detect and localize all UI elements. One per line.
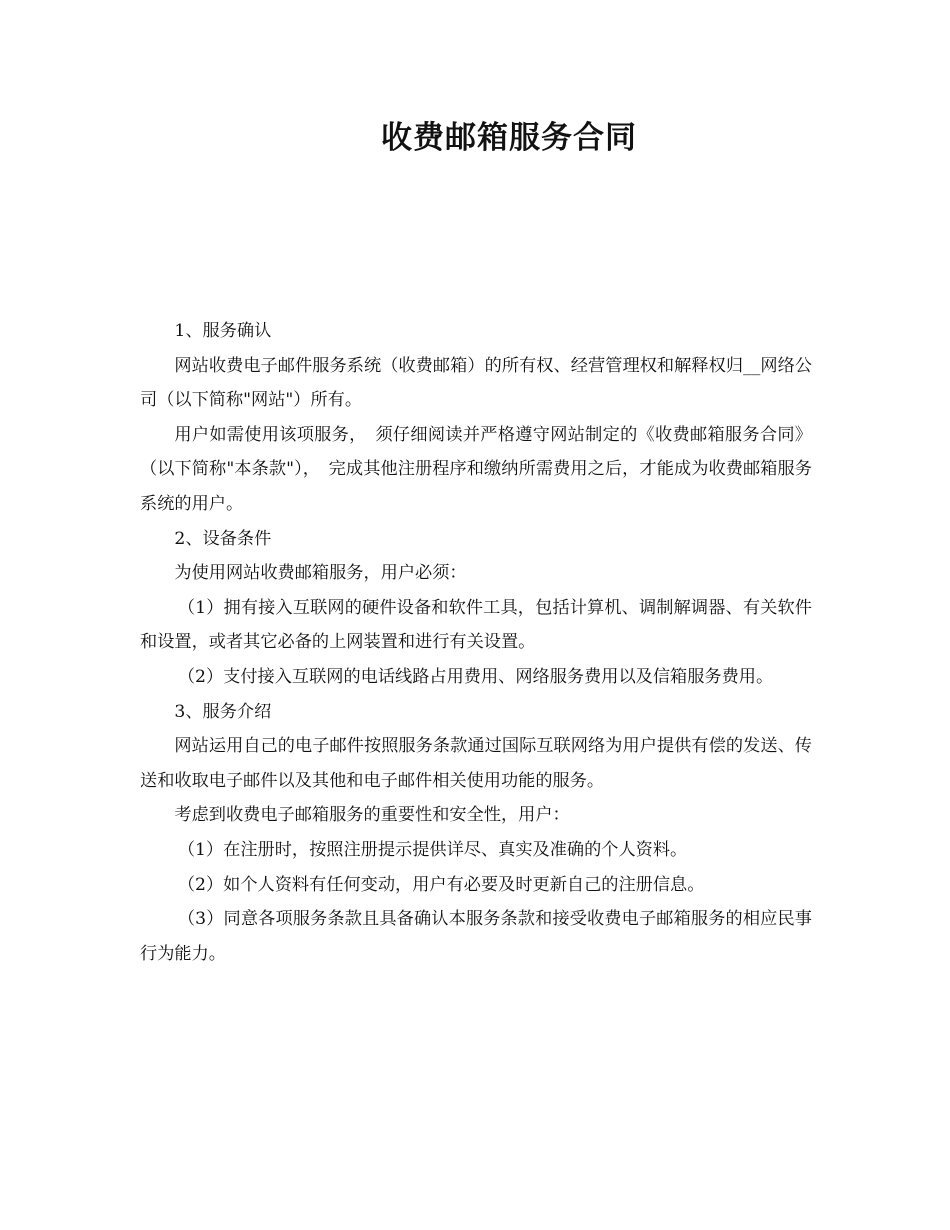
section-heading-service-confirmation: 1、服务确认 xyxy=(174,321,272,341)
list-item-equipment-1: （1）拥有接入互联网的硬件设备和软件工具，包括计算机、调制解调器、有关软件和设置，或者其它必备的上网装置和进行有关设置。 xyxy=(140,597,812,653)
paragraph-user-requirement: 用户如需使用该项服务， 须仔细阅读并严格遵守网站制定的《收费邮箱服务合同》（以下简称"本条款"）， 完成其他注册程序和缴纳所需费用之后，才能成为收费邮箱服务系统的用户。 xyxy=(140,424,812,514)
section-heading-equipment: 2、设备条件 xyxy=(174,528,272,549)
paragraph-equipment-intro: 为使用网站收费邮箱服务，用户必须： xyxy=(174,563,467,584)
section-heading-service-intro: 3、服务介绍 xyxy=(174,701,272,722)
paragraph-service-description: 网站运用自己的电子邮件按照服务条款通过国际互联网络为用户提供有偿的发送、传送和收取电子邮件以及其他和电子邮件相关使用功能的服务。 xyxy=(140,736,812,791)
list-item-user-2: （2）如个人资料有任何变动，用户有必要及时更新自己的注册信息。 xyxy=(177,874,705,895)
list-item-user-1: （1）在注册时，按照注册提示提供详尽、真实及准确的个人资料。 xyxy=(177,839,688,860)
document-body xyxy=(140,314,812,971)
list-item-user-3: （3）同意各项服务条款且具备确认本服务条款和接受收费电子邮箱服务的相应民事行为能力。 xyxy=(140,909,812,964)
paragraph-security-intro: 考虑到收费电子邮箱服务的重要性和安全性，用户： xyxy=(174,805,570,826)
document-title: 收费邮箱服务合同 xyxy=(381,120,637,156)
list-item-equipment-2: （2）支付接入互联网的电话线路占用费用、网络服务费用以及信箱服务费用。 xyxy=(177,666,774,687)
paragraph-ownership: 网站收费电子邮件服务系统（收费邮箱）的所有权、经营管理权和解释权归__网络公司（以下简称"网站"）所有。 xyxy=(140,355,812,411)
